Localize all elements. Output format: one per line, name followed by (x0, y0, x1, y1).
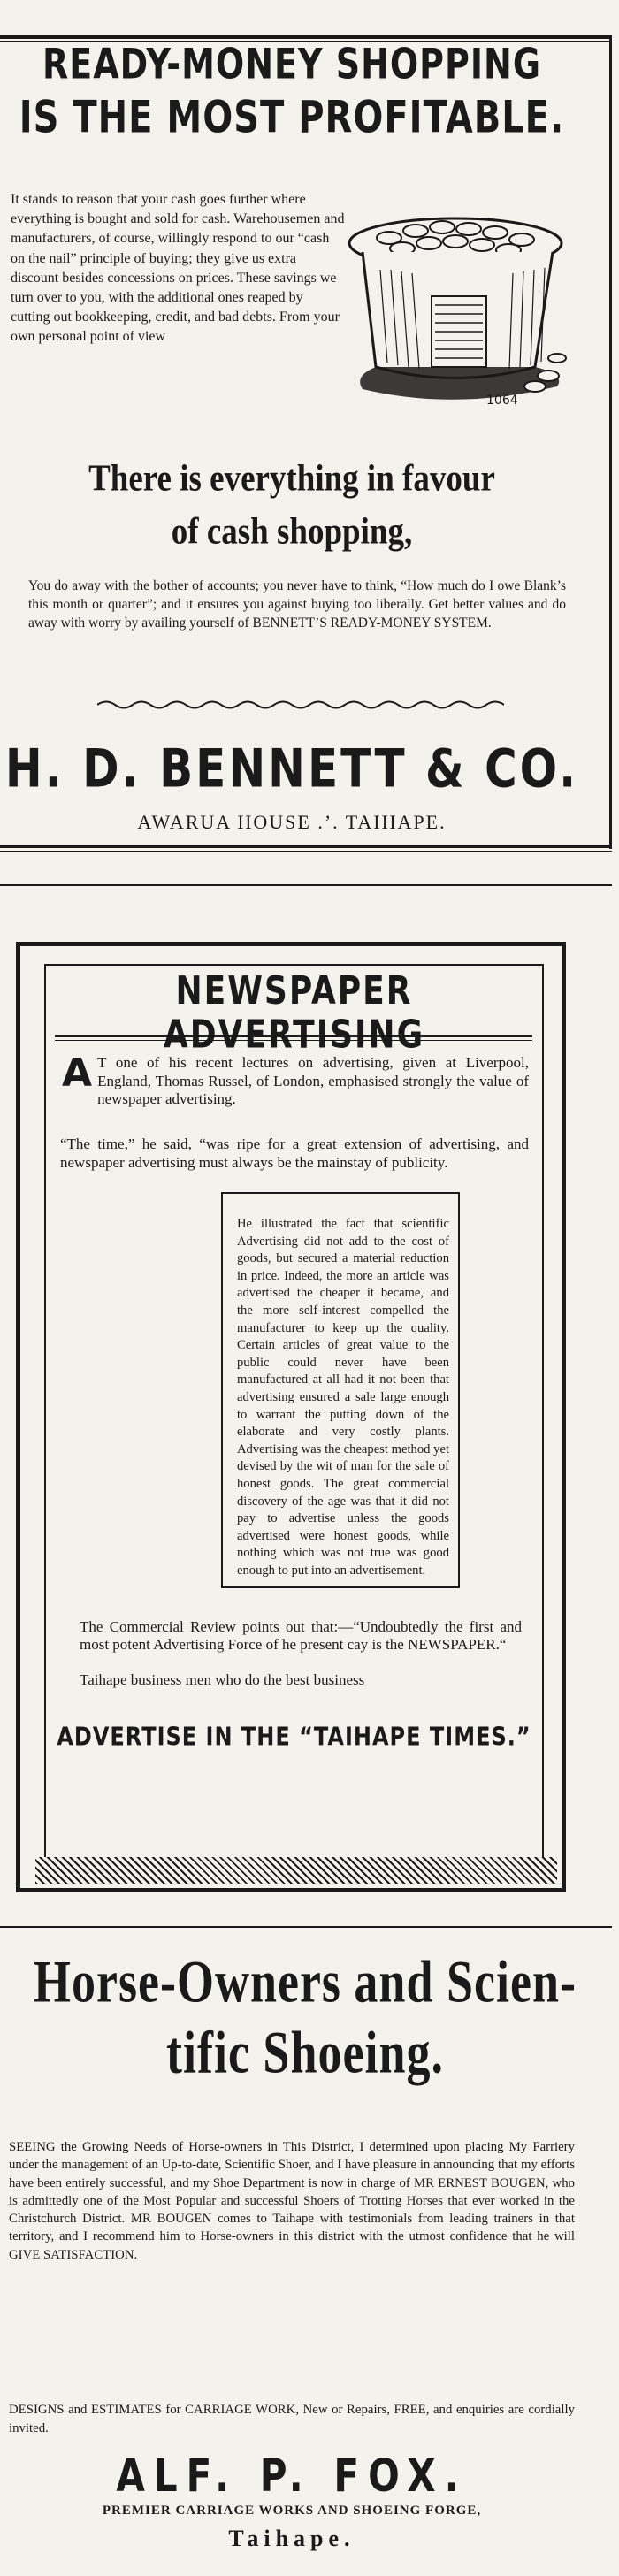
horse-ad-title-2: tific Shoeing. (165, 2019, 444, 2086)
newspaper-para-4: Taihape business men who do the best business (80, 1671, 365, 1688)
newspaper-ad-title: NEWSPAPER (175, 969, 413, 1013)
newspaper-para-2: “The time,” he said, “was ripe for a great extension of advertising, and newspaper advertising must always be the mainstay of publicity. (60, 1135, 529, 1171)
section-rule-1 (0, 845, 612, 848)
horse-ad-title-1: Horse-Owners and Scien- (34, 1948, 577, 2015)
horse-ad-name: ALF. P. FOX. (116, 2450, 468, 2502)
bennett-subhead-2: of cash shopping, (171, 510, 413, 554)
bennett-company-name: H. D. BENNETT & CO. (4, 738, 579, 799)
bennett-advertisement (0, 0, 584, 833)
image-number: 1064 (486, 394, 518, 408)
bennett-subhead-1: There is everything in favour (88, 457, 495, 501)
bennett-body: It stands to reason that your cash goes further where everything is bought and sold for cash. Warehousemen and manufacturers, of course, willingly respond to our “cash on the nail” principle of buying; they give us extra discount besides concessions on prices. These savings we turn over to you, with the additional ones reaped by cutting out bookkeeping, credit, and bad debts. From your own personal point of view (11, 192, 345, 345)
bennett-body-2: You do away with the bother of accounts; you never have to think, “How much do I owe Blank’s this month or quarter”; and it ensures you against buying too liberally. Get better values and do away with worry by availing yourself of BENNETT’S READY-MONEY SYSTEM. (28, 578, 566, 631)
horse-ad-body-1: SEEING the Growing Needs of Horse-owners in This District, I determined upon placing My Farriery under the management of an Up-to-date, Scientific Shoer, and I have pleasure in announcing that my efforts have been entirely successful, and my Shoe Department is now in charge of MR ERNEST BOUGEN, who is admittedly one of the Most Popular and successful Shoers of Trotting Horses that ever worked in the Christchurch District. MR BOUGEN comes to Taihape with testimonials from leading trainers in that territory, and I recommend him to Horse-owners in this district with the utmost confidence that he will GIVE SATISFACTION. (9, 2140, 575, 2262)
right-column-rule (609, 35, 612, 849)
decorative-wavy-divider (97, 699, 504, 711)
section-rule-3 (0, 1926, 612, 1928)
newspaper-para-1-text: T one of his recent lectures on advertising, given at Liverpool, England, Thomas Russel, of London, emphasised strongly the value of newspaper advertising. (97, 1054, 529, 1107)
bennett-headline-1: READY-MONEY SHOPPING (42, 39, 542, 88)
section-rule-1b (0, 851, 612, 852)
horse-ad-business: PREMIER CARRIAGE WORKS AND SHOEING FORGE, (102, 2503, 482, 2518)
section-rule-2 (0, 884, 612, 886)
horse-ad-town: Taihape. (228, 2526, 355, 2551)
hatched-shadow-border (35, 1857, 557, 1884)
newspaper-quote-text: He illustrated the fact that scientific Advertising did not add to the cost of goods, but secured a material reduction in price. Indeed, the more an article was advertised the cheaper it became, and the more self-interest compelled the manufacturer to keep up the quality. Certain articles of great value to the public could never have been manufactured at all had it not been that advertising ensured a sale large enough to warrant the putting down of the elaborate and very costly plants. Advertising was the cheapest method yet devised by the wit of man for the sale of honest goods. The great commercial discovery of the age was that it did not pay to advertise unless the goods advertised were honest goods, while nothing which was not true was good enough to put into an advertisement. (237, 1217, 449, 1578)
newspaper-para-3: The Commercial Review points out that:—“Undoubtedly the first and most potent Advertising Force of he present cay is the NEWSPAPER.“ (80, 1618, 522, 1653)
newspaper-para-1 (60, 1051, 529, 1109)
horse-ad-body-2: DESIGNS and ESTIMATES for CARRIAGE WORK, New or Repairs, FREE, and enquiries are cordially invited. (9, 2403, 575, 2435)
money-hat-illustration (336, 199, 575, 411)
drop-cap: A (62, 1051, 93, 1096)
bennett-address: AWARUA HOUSE .’. TAIHAPE. (137, 811, 447, 833)
newspaper-title-rule (55, 1035, 532, 1037)
newspaper-title-rule-thin (55, 1040, 532, 1041)
newspaper-call-to-action: ADVERTISE IN THE “TAIHAPE TIMES.” (57, 1722, 531, 1752)
bennett-headline-2: IS THE MOST PROFITABLE. (19, 92, 565, 143)
